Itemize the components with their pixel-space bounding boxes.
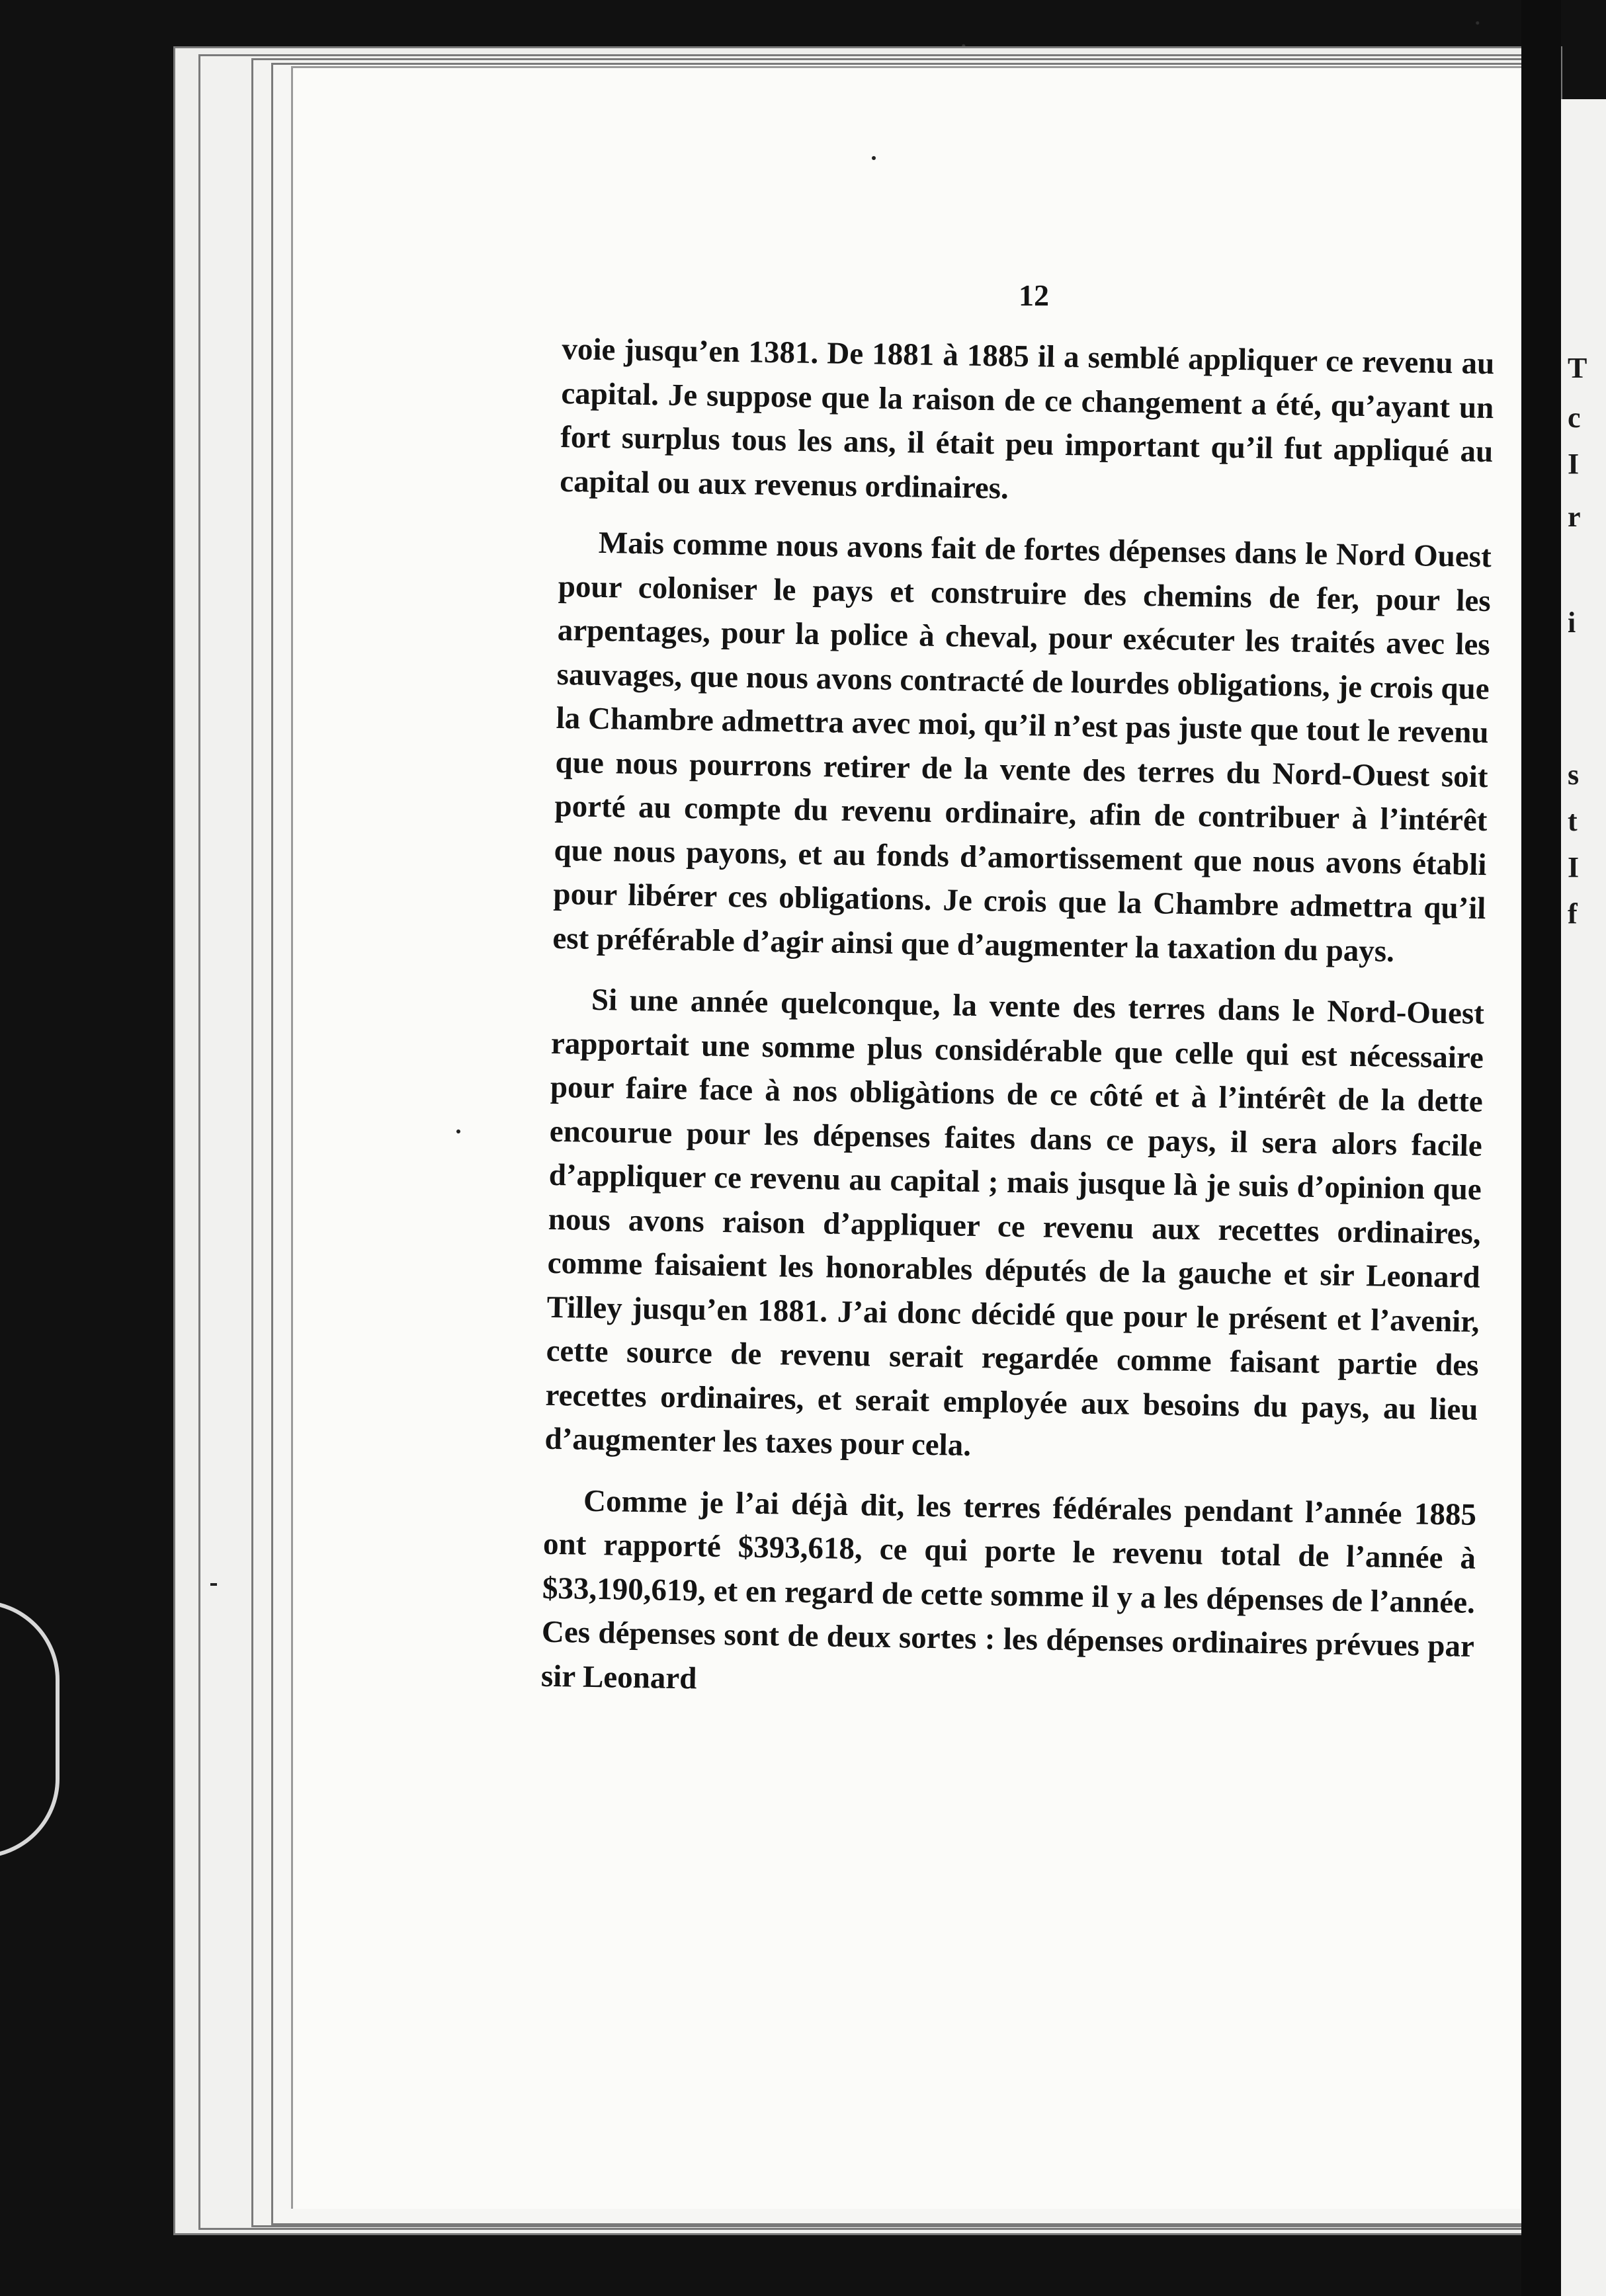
next-page-fragment: i	[1568, 606, 1576, 639]
next-page-fragment: r	[1568, 501, 1581, 533]
speck	[456, 1129, 460, 1133]
next-page-fragment: s	[1568, 758, 1580, 791]
next-page-fragment: I	[1568, 448, 1580, 480]
speck	[210, 1583, 217, 1586]
next-page-fragment: I	[1568, 851, 1580, 883]
paragraph: voie jusqu’en 1381. De 1881 à 1885 il a semblé appliquer ce revenu au capital. Je suppose que la raison de ce changement a été, qu’ayant un fort surplus tous les ans, il était peu important qu’il fut appliqué au capital ou aux revenus ordinaires.	[559, 331, 1495, 506]
speck	[872, 156, 876, 160]
paragraph: Comme je l’ai déjà dit, les terres fédérales pendant l’année 1885 ont rapporté $393,618, ce qui porte le revenu total de l’année à $33,190,619, et en regard de cette somme il y a les dépenses de l’année. Ces dépenses sont de deux sortes : les dépenses ordinaires prévues par sir Leonard	[540, 1483, 1477, 1696]
next-page-fragment: t	[1568, 805, 1578, 837]
next-page-fragment: c	[1568, 401, 1581, 434]
next-page-fragment: T	[1568, 352, 1587, 384]
next-page-fragment: f	[1568, 897, 1578, 930]
paragraph: Si une année quelconque, la vente des terres dans le Nord-Ouest rapportait une somme plus considérable que celle qui est nécessaire pour faire face à nos obligàtions de ce côté et à l’intérêt de la dette encourue pour les dépenses faites dans ce pays, il sera alors facile d’appliquer ce revenu au capital ; mais jusque là je suis d’opinion que nous avons raison d’appliquer ce revenu aux recettes ordinaires, comme faisaient les honorables députés de la gauche et sir Leonard Tilley jusqu’en 1881. J’ai donc décidé que pour le présent et l’avenir, cette source de revenu serait regardée comme faisant partie des recettes ordinaires, et serait employée aux besoins du pays, au lieu d’augmenter les taxes pour cela.	[544, 982, 1485, 1463]
body-text	[540, 327, 1495, 1730]
next-page-edge	[1561, 99, 1606, 2296]
paragraph: Mais comme nous avons fait de fortes dépenses dans le Nord Ouest pour coloniser le pays et construire des chemins de fer, pour les arpentages, pour la police à cheval, pour exécuter les traités avec les sauvages, que nous avons contracté de lourdes obligations, je crois que la Chambre admettra avec moi, qu’il n’est pas juste que tout le revenu que nous pourrons retirer de la vente des terres du Nord-Ouest soit porté au compte du revenu ordinaire, afin de contribuer à l’intérêt que nous payons, et au fonds d’amortissement que nous avons établi pour libérer ces obligations. Je crois que la Chambre admettra qu’il est préférable d’agir ainsi que d’augmenter la taxation du pays.	[552, 525, 1492, 969]
page-gutter	[1521, 0, 1561, 2296]
page-number: 12	[1019, 278, 1049, 312]
